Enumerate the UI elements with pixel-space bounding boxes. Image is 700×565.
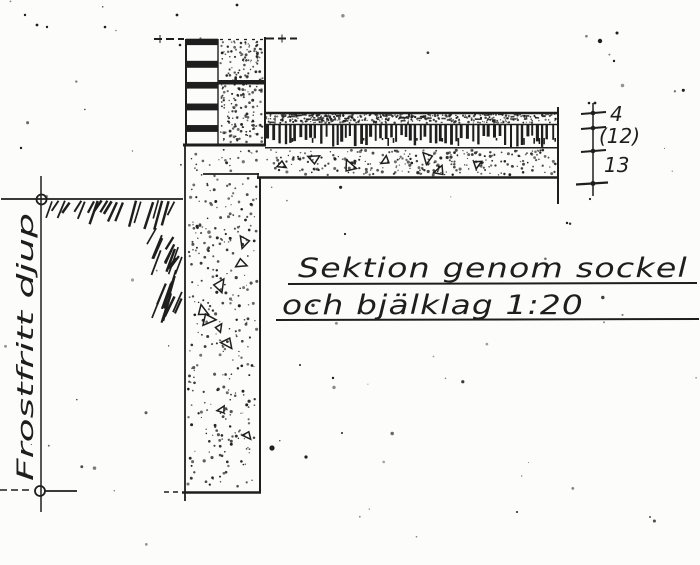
- slab-concrete-aggregate: [276, 150, 482, 175]
- foundation-stipple: [186, 149, 258, 488]
- block-wall-stipple: [219, 40, 263, 143]
- wall-break-line: [154, 35, 297, 44]
- insulation-layer: [268, 125, 556, 148]
- block-wall-section: [218, 37, 265, 145]
- dim-label-insulation: (12): [599, 124, 641, 148]
- stud-wall-section: [186, 39, 218, 144]
- title-line-2: och bjälklag 1:20: [282, 290, 584, 321]
- screed-layer: [265, 113, 557, 124]
- dim-label-screed: 4: [610, 102, 623, 126]
- title-line-1: Sektion genom sockel: [298, 253, 688, 284]
- stud-wall-rungs: [186, 39, 218, 132]
- dim-label-slab: 13: [604, 153, 630, 177]
- floor-slab-section: [203, 107, 558, 204]
- dimension-stack: [576, 103, 608, 196]
- foundation-aggregate: [198, 234, 251, 441]
- datum-marker-bottom: [35, 486, 45, 496]
- slab-concrete-stipple: [266, 149, 556, 177]
- frost-depth-label: Frostfritt djup: [14, 330, 39, 481]
- soil-hatch: [46, 200, 182, 323]
